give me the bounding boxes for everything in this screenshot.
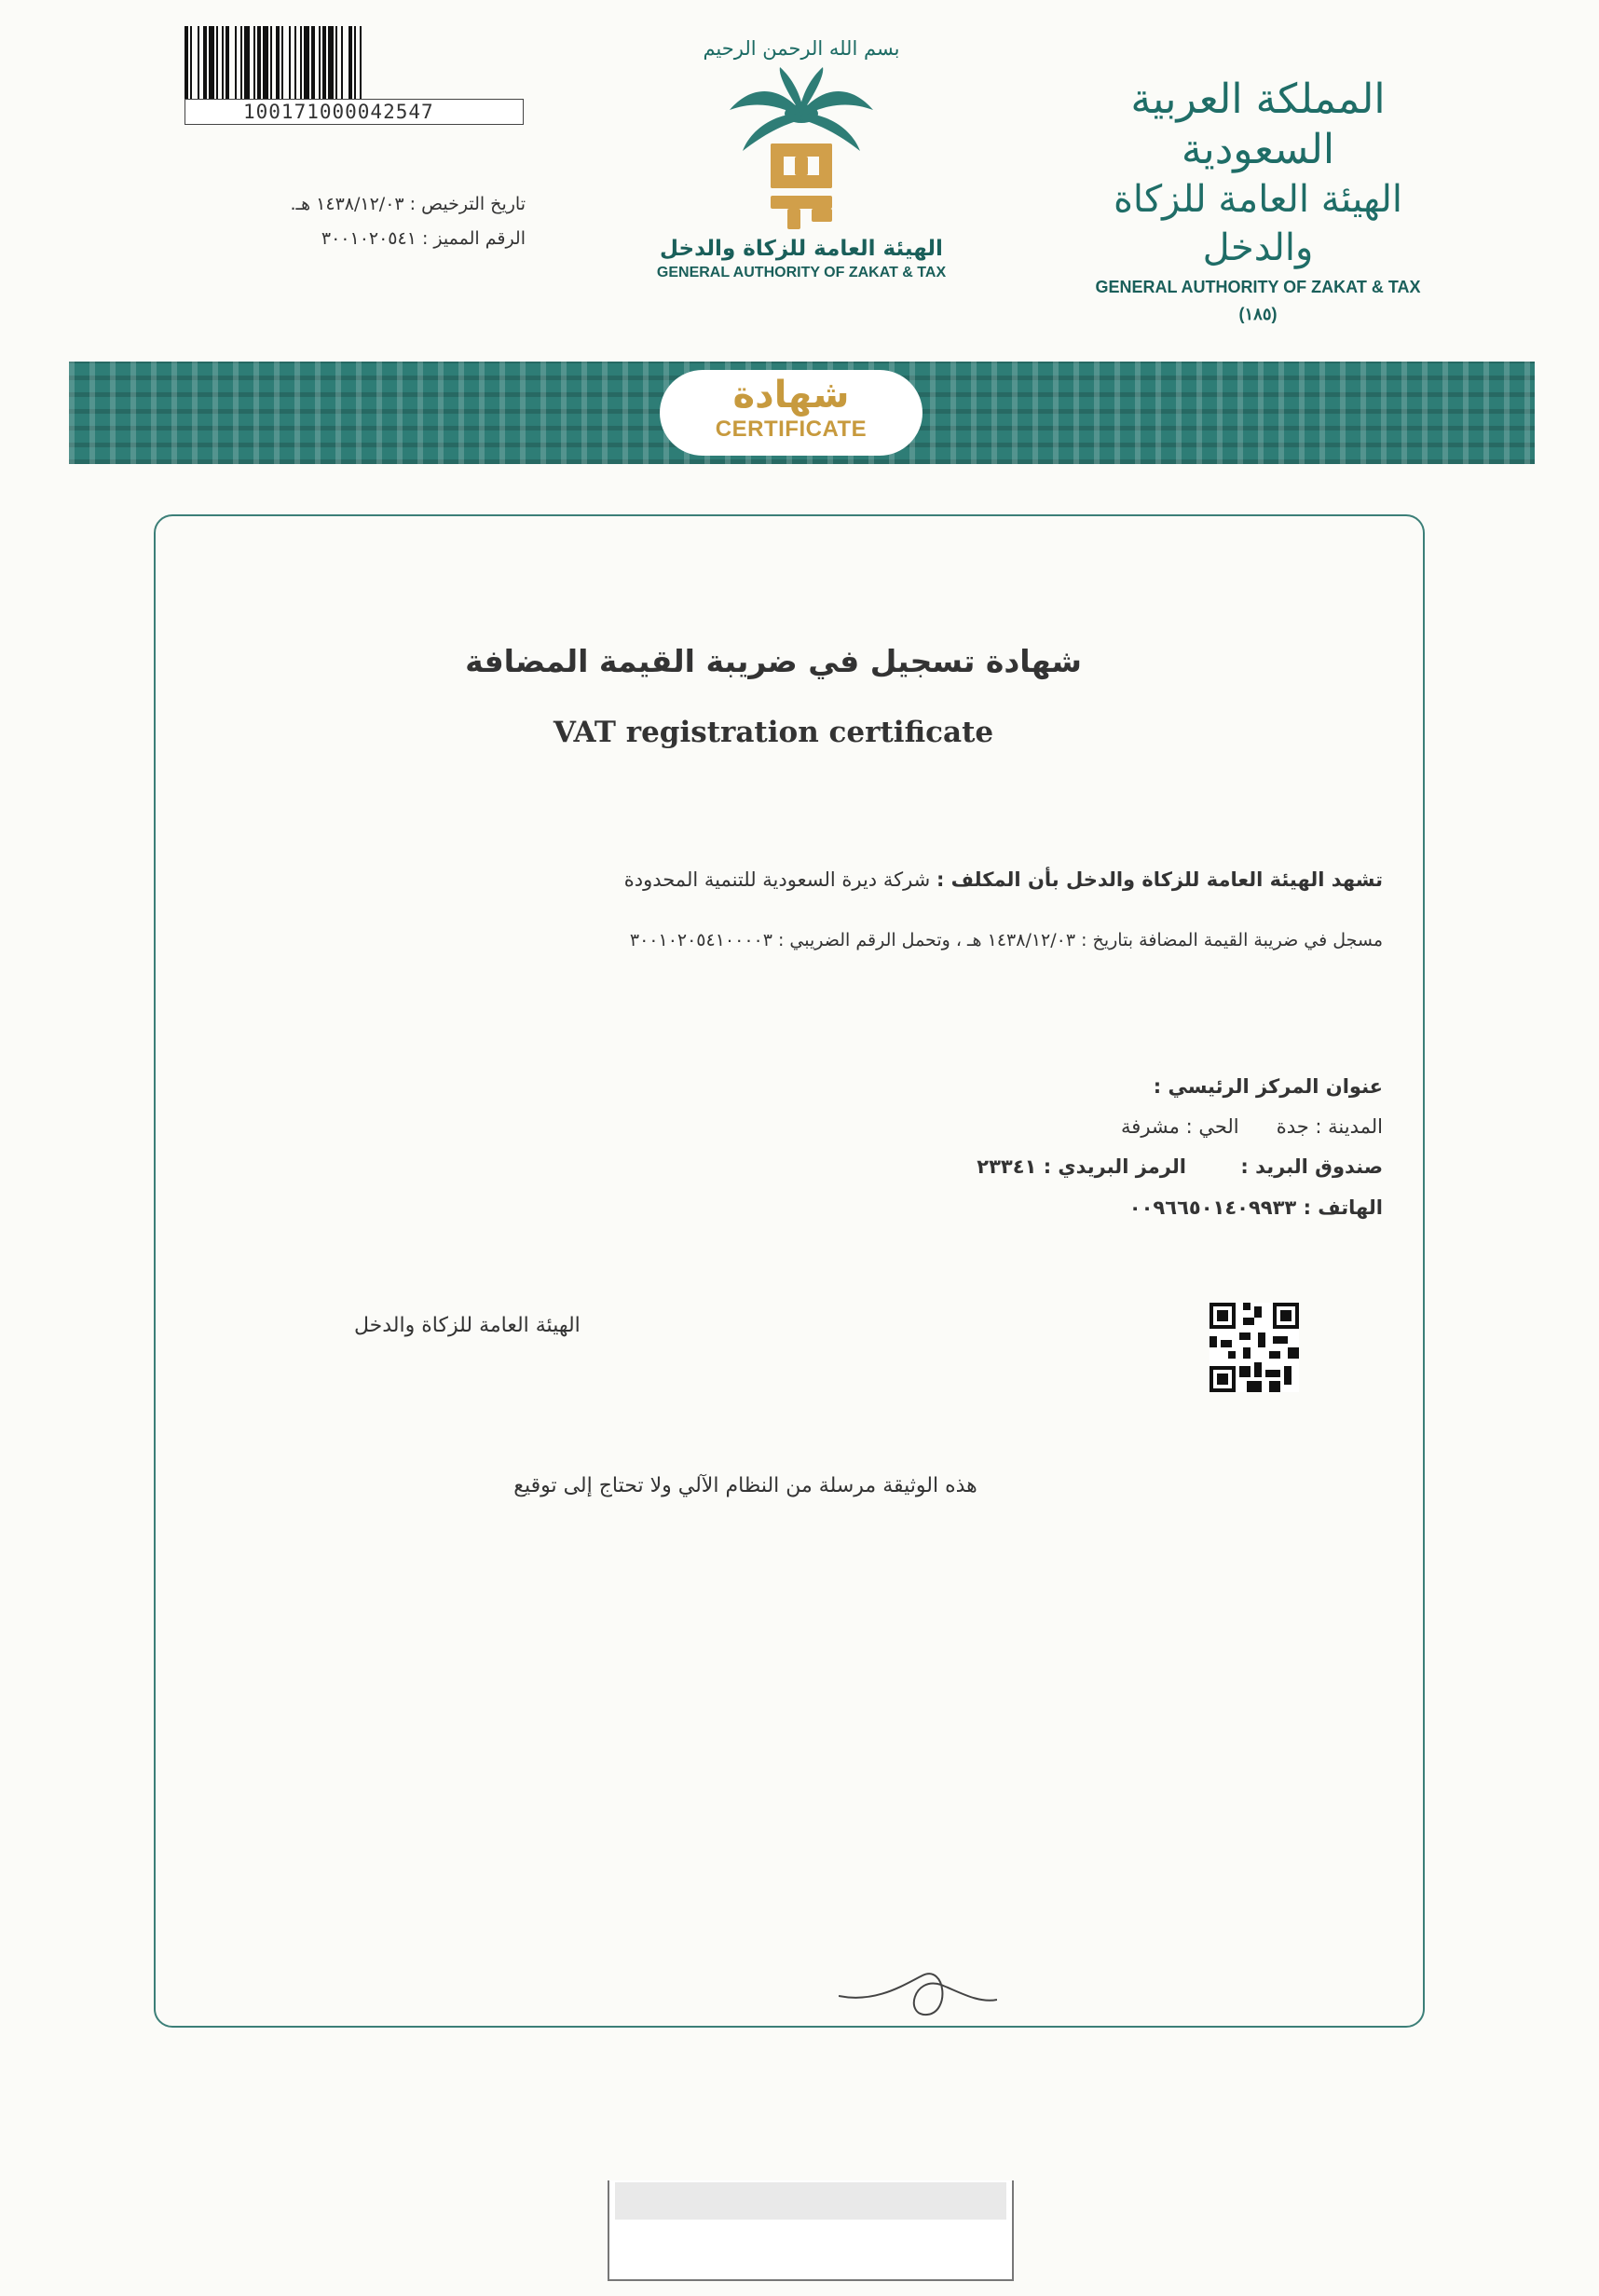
barcode — [184, 26, 524, 129]
barcode-bars — [184, 26, 524, 99]
district-label: الحي : — [1185, 1115, 1239, 1138]
center-logo-arabic: الهيئة العامة للزكاة والدخل — [660, 237, 943, 261]
district-value: مشرفة — [1121, 1115, 1180, 1138]
certificate-title-arabic: شهادة — [732, 374, 850, 417]
postal-label: الرمز البريدي : — [1043, 1155, 1186, 1178]
barcode-number: 100171000042547 — [184, 99, 524, 125]
authority-name-english: GENERAL AUTHORITY OF ZAKAT & TAX — [1095, 278, 1421, 296]
reference-code: (١٨٥) — [1238, 305, 1278, 323]
license-date: تاريخ الترخيص : ١٤٣٨/١٢/٠٣ هـ. — [290, 194, 526, 214]
certificate-badge — [660, 370, 922, 456]
auto-generated-disclaimer: هذه الوثيقة مرسلة من النظام الآلي ولا تحتاج إلى توقيع — [513, 1474, 977, 1497]
barcode-bar — [362, 26, 363, 99]
address-title: عنوان المركز الرئيسي : — [1153, 1075, 1383, 1098]
certify-statement — [624, 868, 1383, 891]
authority-signature-text: الهيئة العامة للزكاة والدخل — [354, 1314, 581, 1337]
bottom-stamp-inner — [615, 2182, 1006, 2220]
basmala: بسم الله الرحمن الرحيم — [703, 37, 900, 60]
phone-line — [1129, 1196, 1383, 1219]
postal-code: ٢٣٣٤١ — [977, 1155, 1037, 1178]
qr-code-icon — [1210, 1303, 1299, 1392]
pobox-label: صندوق البريد : — [1240, 1155, 1383, 1178]
string-loop-decoration — [839, 1948, 997, 2041]
center-logo-english: GENERAL AUTHORITY OF ZAKAT & TAX — [656, 265, 947, 280]
unique-number: الرقم المميز : ٣٠٠١٠٢٠٥٤١ — [321, 228, 526, 249]
certificate-title-english: CERTIFICATE — [715, 417, 868, 442]
city-district-line — [1121, 1115, 1383, 1138]
vat-title-arabic: شهادة تسجيل في ضريبة القيمة المضافة — [465, 643, 1082, 679]
authority-name-arabic: الهيئة العامة للزكاة والدخل — [1113, 178, 1403, 269]
city-value: جدة — [1276, 1115, 1309, 1138]
kingdom-name: المملكة العربية السعودية — [1130, 75, 1386, 173]
city-label: المدينة : — [1315, 1115, 1383, 1138]
certify-label: تشهد الهيئة العامة للزكاة والدخل بأن المكلف : — [936, 868, 1383, 891]
authority-letterhead — [1072, 75, 1444, 324]
registration-statement: مسجل في ضريبة القيمة المضافة بتاريخ : ١٤٣٨/١٢/٠٣ هـ ، وتحمل الرقم الضريبي : ٣٠٠١٠٢٠٥٤١٠٠٠٠٣ — [629, 930, 1383, 950]
phone-label: الهاتف : — [1303, 1196, 1383, 1219]
phone-value: ٠٠٩٦٦٥٠١٤٠٩٩٣٣ — [1128, 1196, 1297, 1219]
palm-tree-logo-icon — [722, 65, 881, 233]
vat-title-english: VAT registration certificate — [553, 716, 994, 749]
pobox-line — [977, 1155, 1383, 1178]
zakat-logo — [615, 37, 988, 326]
taxpayer-name: شركة ديرة السعودية للتنمية المحدودة — [623, 868, 931, 891]
